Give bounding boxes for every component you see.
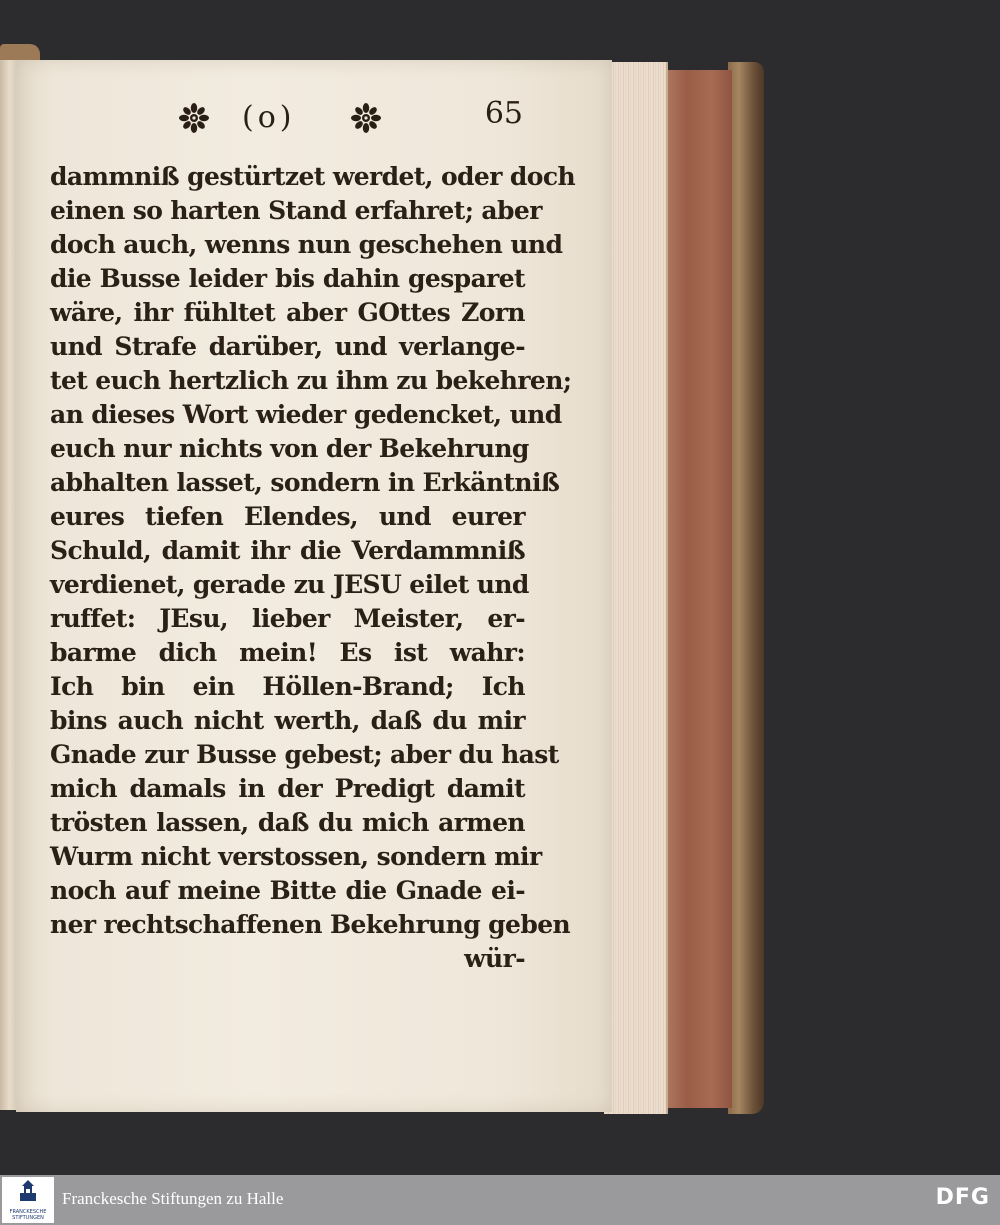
text-line: ruffet: JEsu, lieber Meister, er- <box>50 604 525 633</box>
text-line: wäre, ihr fühltet aber GOttes Zorn <box>50 298 525 327</box>
text-line: die Busse leider bis dahin gesparet <box>50 264 525 293</box>
rosette-ornament-icon <box>178 102 210 134</box>
building-icon <box>2 1177 54 1209</box>
text-line: abhalten lasset, sondern in Erkäntniß <box>50 468 560 497</box>
logo-text-line: STIFTUNGEN <box>12 1215 44 1221</box>
text-line: trösten lassen, daß du mich armen <box>50 808 525 837</box>
text-line: einen so harten Stand erfahret; aber <box>50 196 542 225</box>
text-line: noch auf meine Bitte die Gnade ei- <box>50 876 525 905</box>
text-line: bins auch nicht werth, daß du mir <box>50 706 525 735</box>
institution-title[interactable]: Franckesche Stiftungen zu Halle <box>62 1189 284 1208</box>
left-page-edge <box>0 60 17 1110</box>
text-line: mich damals in der Predigt damit <box>50 774 525 803</box>
text-line: ner rechtschaffenen Bekehrung geben <box>50 910 571 939</box>
viewer-footer <box>0 1175 1000 1225</box>
text-line: barme dich mein! Es ist wahr: <box>50 638 525 667</box>
dfg-logo[interactable]: DFG <box>935 1185 990 1210</box>
body-text <box>50 160 576 976</box>
institution-logo[interactable] <box>2 1177 54 1223</box>
text-line: euch nur nichts von der Bekehrung <box>50 434 529 463</box>
text-line: dammniß gestürtzet werdet, oder doch <box>50 162 576 191</box>
text-line: Ich bin ein Höllen-Brand; Ich <box>50 672 525 701</box>
rosette-ornament-icon <box>350 102 382 134</box>
page-header <box>178 96 523 140</box>
header-mark: (o) <box>242 100 296 135</box>
text-line: und Strafe darüber, und verlange- <box>50 332 525 361</box>
text-line: Schuld, damit ihr die Verdammniß <box>50 536 525 565</box>
text-line: doch auch, wenns nun geschehen und <box>50 230 563 259</box>
text-line: eures tiefen Elendes, und eurer <box>50 502 525 531</box>
text-line: tet euch hertzlich zu ihm zu bekehren; <box>50 366 572 395</box>
book-cover-edge <box>728 62 764 1114</box>
page-block-edge <box>664 70 732 1108</box>
text-line: Wurm nicht verstossen, sondern mir <box>50 842 542 871</box>
text-line: an dieses Wort wieder gedencket, und <box>50 400 562 429</box>
text-line: verdienet, gerade zu JESU eilet und <box>50 570 529 599</box>
logo-text-line: FRANCKESCHE <box>9 1209 47 1215</box>
catchword: wür- <box>464 944 525 973</box>
page-number: 65 <box>484 96 523 131</box>
text-line: Gnade zur Busse gebest; aber du hast <box>50 740 559 769</box>
page-fore-edge <box>604 62 668 1114</box>
